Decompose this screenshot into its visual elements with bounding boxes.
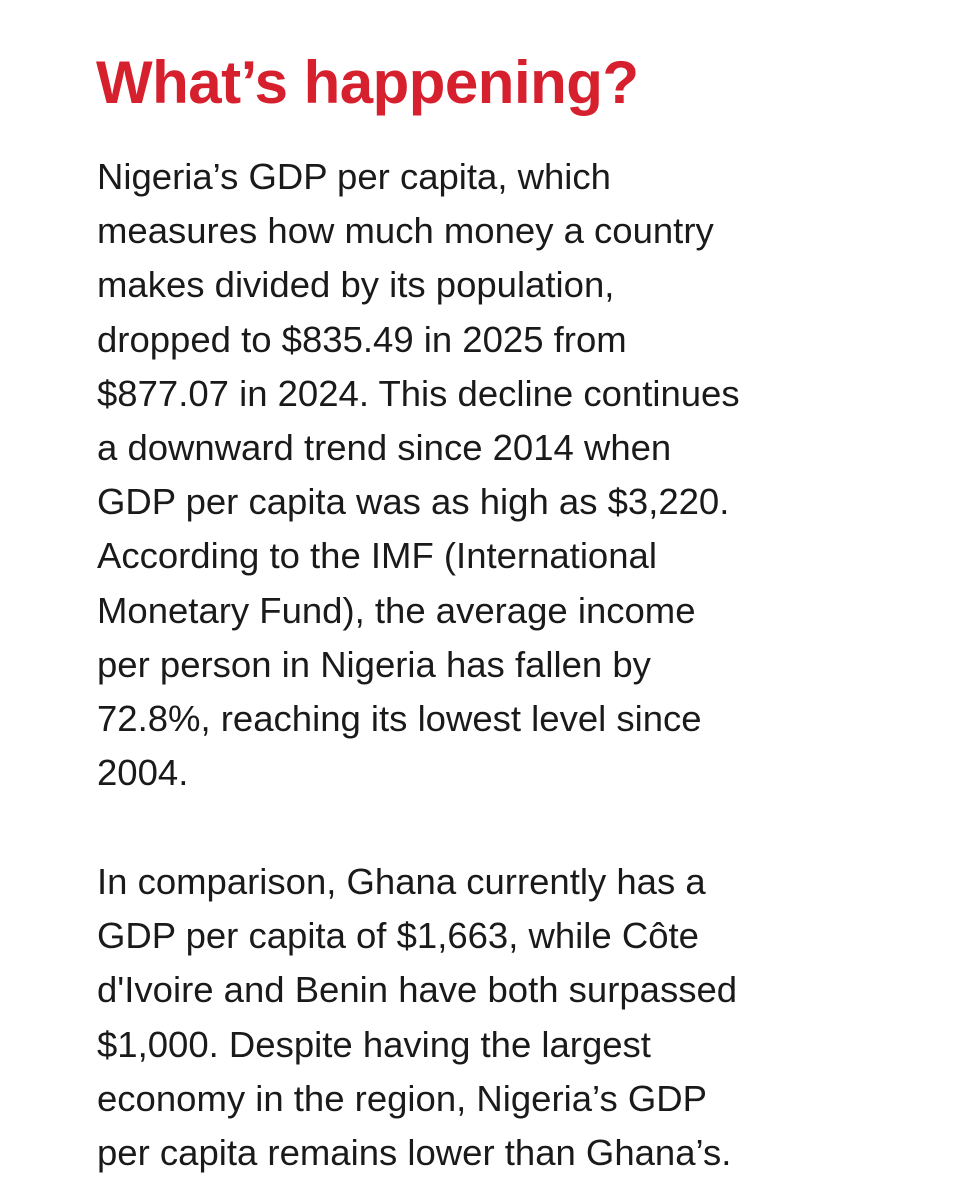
paragraph-line: makes divided by its population, [97, 264, 615, 306]
paragraph-line: 2004. [97, 752, 189, 794]
paragraph-line: $1,000. Despite having the largest [97, 1023, 651, 1065]
paragraph-line: GDP per capita of $1,663, while Côte [97, 915, 699, 957]
paragraph-line: d'Ivoire and Benin have both surpassed [97, 969, 738, 1011]
paragraph-line: Nigeria’s GDP per capita, which [97, 156, 611, 197]
paragraph-comparison [97, 855, 897, 1180]
paragraph-line: dropped to $835.49 in 2025 from [97, 318, 627, 360]
paragraph-line: a downward trend since 2014 when [97, 427, 672, 469]
paragraph-line: per person in Nigeria has fallen by [97, 643, 651, 685]
paragraph-line: According to the IMF (International [97, 535, 657, 577]
paragraph-line: $877.07 in 2024. This decline continues [97, 372, 740, 414]
paragraph-line: measures how much money a country [97, 210, 714, 252]
paragraph-line: per capita remains lower than Ghana’s. [97, 1132, 732, 1174]
paragraph-line: In comparison, Ghana currently has a [97, 861, 706, 902]
paragraph-line: GDP per capita was as high as $3,220. [97, 481, 730, 523]
paragraph-nigeria-gdp [97, 150, 897, 800]
article-heading: What’s happening? [96, 49, 639, 116]
paragraph-line: economy in the region, Nigeria’s GDP [97, 1077, 707, 1119]
paragraph-line: Monetary Fund), the average income [97, 589, 696, 631]
paragraph-line: 72.8%, reaching its lowest level since [97, 698, 702, 740]
